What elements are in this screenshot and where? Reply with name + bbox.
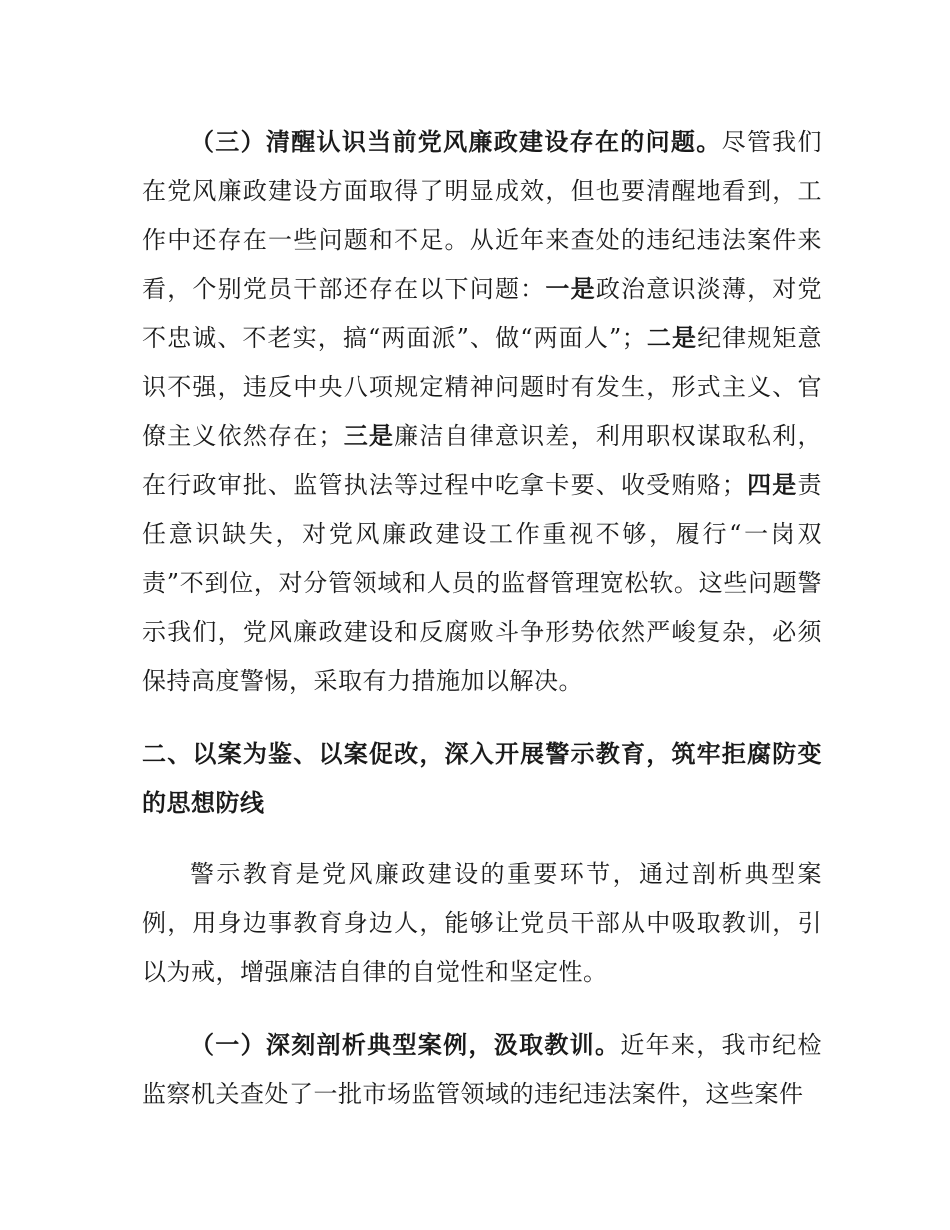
point-four-label: 四是 [746,471,798,499]
part-two-heading: 二、以案为鉴、以案促改，深入开展警示教育，筑牢拒腐防变的思想防线 [142,740,822,817]
point-three-label: 三是 [342,422,395,450]
subsection-one-body: 近年来，我市纪检监察机关查处了一批市场监管领域的违纪违法案件，这些案件 [142,1031,822,1108]
section-three-heading: （三）清醒认识当前党风廉政建设存在的问题。 [190,128,722,156]
section-three-intro: 尽管我们在党风廉政建设方面取得了明显成效，但也要清醒地看到，工作中还存在一些问题和不足。从近年来查处的违纪违法案件来看，个别党员干部还存在以下问题： [142,128,822,303]
part-two-body: 警示教育是党风廉政建设的重要环节，通过剖析典型案例，用身边事教育身边人，能够让党员干部从中吸取教训，引以为戒，增强廉洁自律的自觉性和坚定性。 [142,860,822,986]
section-three-paragraph [142,118,822,706]
point-three-text: 廉洁自律意识差，利用职权谋取私利，在行政审批、监管执法等过程中吃拿卡要、收受贿赂； [142,422,823,499]
subsection-one-heading: （一）深刻剖析典型案例，汲取教训。 [190,1031,621,1059]
spacer [142,828,822,850]
point-one-label: 一是 [545,275,596,303]
point-one-text: 政治意识淡薄，对党不忠诚、不老实，搞“两面派”、做“两面人”； [142,275,823,352]
subsection-one-paragraph [142,1021,822,1119]
point-two-label: 二是 [646,324,698,352]
section-three-conclusion: 这些问题警示我们，党风廉政建设和反腐败斗争形势依然严峻复杂，必须保持高度警惕，采取有力措施加以解决。 [142,569,822,695]
point-two-text: 纪律规矩意识不强，违反中央八项规定精神问题时有发生，形式主义、官僚主义依然存在； [142,324,823,450]
spacer [142,706,822,730]
spacer [142,997,822,1021]
document-page [142,118,822,1119]
point-four-text: 责任意识缺失，对党风廉政建设工作重视不够，履行“一岗双责”不到位，对分管领域和人员的监督管理宽松软。 [142,471,823,597]
